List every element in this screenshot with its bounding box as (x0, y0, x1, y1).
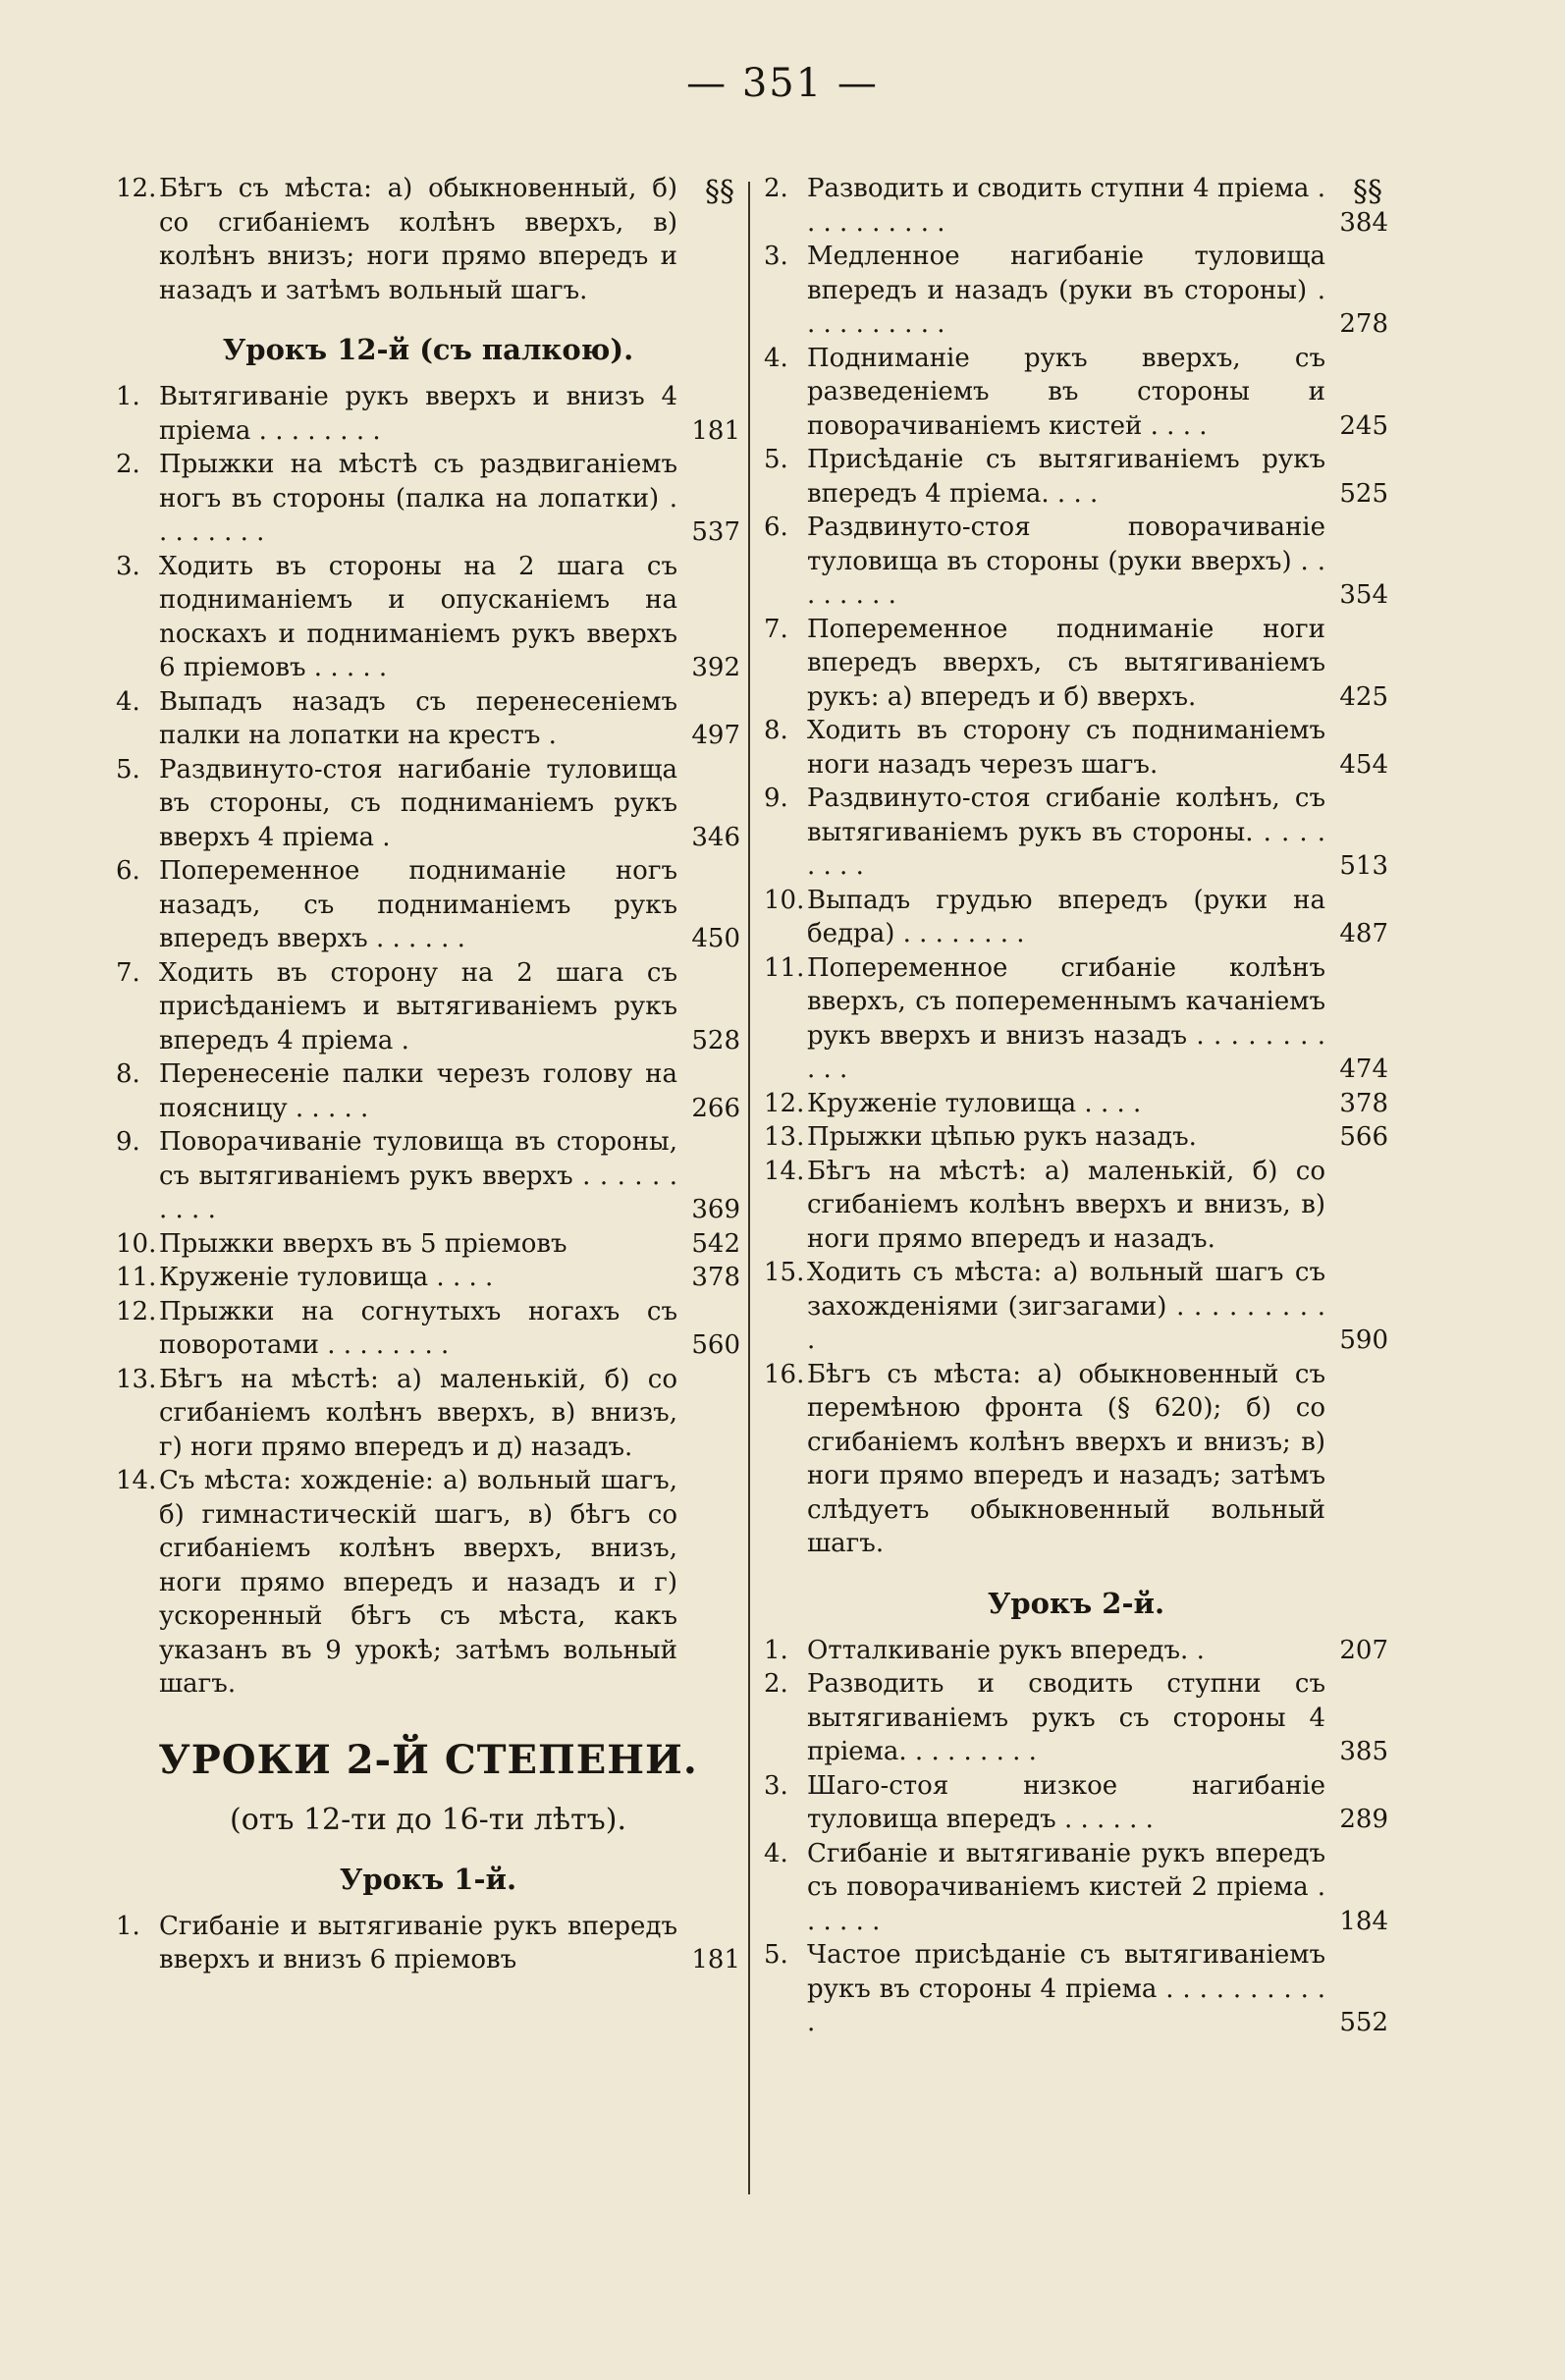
exercise-entry (764, 172, 1388, 240)
exercise-entry (116, 956, 740, 1058)
entry-reference: 450 (691, 924, 740, 953)
entry-number: 13. (116, 1364, 157, 1394)
lesson-12-list (116, 380, 740, 1702)
entry-reference: 378 (1339, 1088, 1388, 1118)
entry-reference: 207 (1339, 1635, 1388, 1665)
entry-text: Ходить въ сторону на 2 шага съ присѣданіемъ и вытягиваніемъ рукъ впередъ 4 пріема . (159, 957, 677, 1055)
entry-text: Частое присѣданіе съ вытягиваніемъ рукъ въ стороны 4 пріема . . . . . . . . . . . (807, 1940, 1325, 2037)
entry-number: 5. (764, 445, 788, 474)
exercise-entry (116, 1295, 740, 1363)
entry-reference: 369 (691, 1195, 740, 1224)
entry-reference: 181 (691, 1945, 740, 1974)
entry-number: 8. (116, 1059, 140, 1089)
exercise-entry (116, 753, 740, 855)
entry-reference: 384 (1339, 207, 1388, 238)
entry-reference: 354 (1339, 580, 1388, 610)
left-column (116, 172, 740, 1977)
exercise-entry (116, 380, 740, 448)
entry-text: Раздвинуто-стоя нагибаніе туловища въ стороны, съ подниманіемъ рукъ вверхъ 4 пріема . (159, 754, 677, 852)
entry-number: 2. (116, 450, 140, 479)
entry-reference: 590 (1339, 1325, 1388, 1355)
lesson-2-list (764, 1634, 1388, 2040)
entry-number: 2. (764, 174, 788, 203)
right-column (764, 172, 1388, 2040)
entry-text: Поворачиваніе туловища въ стороны, съ вытягиваніемъ рукъ вверхъ . . . . . . . . . . (159, 1127, 677, 1224)
entry-reference: 474 (1339, 1055, 1388, 1084)
entry-number: 5. (764, 1940, 788, 1970)
entry-number: 14. (764, 1156, 805, 1186)
entry-text: Прыжки цѣпью рукъ назадъ. (807, 1122, 1197, 1152)
entry-number: 13. (764, 1122, 805, 1152)
entry-text: Ходить въ сторону съ подниманіемъ ноги назадъ черезъ шагъ. (807, 716, 1325, 780)
entry-text: Круженіе туловища . . . . (159, 1263, 494, 1292)
entry-number: 4. (116, 686, 140, 717)
entry-number: 10. (764, 885, 805, 915)
exercise-entry (764, 1769, 1388, 1837)
entry-reference: 385 (1339, 1737, 1388, 1766)
section-mark-right: §§ (1353, 175, 1382, 209)
entry-reference: 346 (691, 822, 740, 852)
exercise-entry (116, 1057, 740, 1125)
entry-number: 11. (764, 952, 805, 983)
entry-text: Прыжки на мѣстѣ съ раздвиганіемъ ногъ въ стороны (палка на лопатки) . . . . . . . . (159, 450, 677, 547)
entry-reference: 528 (691, 1025, 740, 1055)
entry-number: 12. (116, 1296, 157, 1326)
exercise-entry (116, 1125, 740, 1227)
entry-text: Съ мѣста: хожденіе: а) вольный шагъ, б) гимнастическій шагъ, в) бѣгъ со сгибаніемъ колѣнъ вверхъ, внизъ, ноги прямо впередъ и назадъ и г) ускоренный бѣгъ съ мѣста, какъ указанъ въ 9 урокѣ; затѣмъ вольный шагъ. (159, 1466, 677, 1699)
exercise-entry (764, 1938, 1388, 2040)
entry-text: Бѣгъ на мѣстѣ: а) маленькій, б) со сгибаніемъ колѣнъ вверхъ, в) внизъ, г) ноги прямо впередъ и д) назадъ. (159, 1364, 677, 1462)
entry-number: 7. (116, 957, 140, 988)
section-mark-left: §§ (705, 175, 734, 209)
page-number: — 351 — (686, 61, 879, 106)
entry-text: Бѣгъ на мѣстѣ: а) маленькій, б) со сгибаніемъ колѣнъ вверхъ и внизъ, в) ноги прямо впередъ и назадъ. (807, 1156, 1325, 1254)
lesson-heading: Урокъ 1-й. (339, 1862, 517, 1896)
entry-text: Прыжки на согнутыхъ ногахъ съ поворотами . . . . . . . . (159, 1296, 677, 1360)
exercise-entry (116, 1464, 740, 1702)
degree-heading: УРОКИ 2-Й СТЕПЕНИ. (158, 1736, 698, 1783)
exercise-entry (116, 1227, 740, 1262)
entry-number: 10. (116, 1228, 157, 1259)
entry-text: Ходить съ мѣста: а) вольный шагъ съ захожденіями (зигзагами) . . . . . . . . . . (807, 1258, 1325, 1355)
entry-number: 9. (764, 784, 788, 813)
exercise-entry (764, 511, 1388, 613)
entry-reference: 560 (691, 1330, 740, 1360)
exercise-entry (116, 1261, 740, 1295)
exercise-entry (764, 1358, 1388, 1561)
entry-number: 6. (764, 513, 788, 542)
entry-number: 11. (116, 1263, 157, 1292)
exercise-entry (764, 951, 1388, 1087)
entry-number: 2. (764, 1669, 788, 1699)
exercise-entry (764, 1256, 1388, 1358)
exercise-entry (764, 884, 1388, 951)
entry-number: 12. (116, 174, 157, 203)
exercise-entry (764, 782, 1388, 884)
exercise-entry (116, 1910, 740, 1977)
entry-number: 16. (764, 1359, 805, 1389)
entry-text: Шаго-стоя низкое нагибаніе туловища впередъ . . . . . . (807, 1770, 1325, 1834)
entry-text: Ходить въ стороны на 2 шага съ подниманіемъ и опусканіемъ на noскахъ и подниманіемъ рукъ вверхъ 6 пріемовъ . . . . . (159, 551, 677, 682)
entry-text: Подниманіе рукъ вверхъ, съ разведеніемъ въ стороны и поворачиваніемъ кистей . . . . (807, 343, 1325, 441)
entry-number: 1. (116, 1911, 140, 1941)
entry-number: 6. (116, 856, 140, 886)
entry-number: 4. (764, 343, 788, 373)
exercise-entry (116, 448, 740, 550)
lesson-1-list (116, 1910, 740, 1977)
exercise-entry (764, 1634, 1388, 1668)
entry-reference: 454 (1339, 749, 1388, 780)
entry-text: Раздвинуто-стоя сгибаніе колѣнъ, съ вытягиваніемъ рукъ въ стороны. . . . . . . . . (807, 784, 1325, 881)
entry-text: Круженіе туловища . . . . (807, 1088, 1142, 1118)
exercise-entry (116, 172, 740, 307)
entry-reference: 278 (1339, 309, 1388, 339)
entry-text: Вытягиваніе рукъ вверхъ и внизъ 4 пріема . . . . . . . . (159, 382, 677, 446)
exercise-entry (116, 1363, 740, 1465)
exercise-entry (764, 714, 1388, 782)
entry-number: 12. (764, 1088, 805, 1118)
entry-text: Попеременное подниманіе ногъ назадъ, съ подниманіемъ рукъ впередъ вверхъ . . . . . . (159, 856, 677, 953)
exercise-entry (764, 1087, 1388, 1121)
exercise-entry (764, 1120, 1388, 1155)
entry-number: 1. (764, 1635, 788, 1665)
exercise-entry (116, 685, 740, 753)
entry-number: 7. (764, 614, 788, 644)
entry-reference: 289 (1339, 1805, 1388, 1834)
entry-reference: 566 (1339, 1122, 1388, 1152)
entry-reference: 513 (1339, 851, 1388, 881)
entry-reference: 266 (691, 1093, 740, 1123)
entry-number: 3. (764, 1770, 788, 1801)
entry-reference: 487 (1339, 919, 1388, 948)
exercise-entry (116, 550, 740, 685)
exercise-entry (764, 1155, 1388, 1257)
exercise-entry (764, 1667, 1388, 1769)
entry-text: Присѣданіе съ вытягиваніемъ рукъ впередъ 4 пріема. . . . (807, 445, 1325, 509)
entry-number: 1. (116, 382, 140, 411)
entry-text: Попеременное сгибаніе колѣнъ вверхъ, съ попеременнымъ качаніемъ рукъ вверхъ и внизъ назадъ . . . . . . . . . . . (807, 952, 1325, 1084)
entry-text: Отталкиваніе рукъ впередъ. . (807, 1635, 1205, 1665)
entry-text: Прыжки вверхъ въ 5 пріемовъ (159, 1228, 567, 1259)
entry-text: Бѣгъ съ мѣста: а) обыкновенный съ перемѣною фронта (§ 620); б) со сгибаніемъ колѣнъ вверхъ и внизъ; в) ноги прямо впередъ и назадъ; затѣмъ слѣдуетъ обыкновенный вольный шагъ. (807, 1359, 1325, 1558)
exercise-entry (764, 1837, 1388, 1939)
entry-number: 3. (764, 242, 788, 271)
entry-number: 14. (116, 1466, 157, 1495)
entry-reference: 378 (691, 1263, 740, 1292)
entry-reference: 542 (691, 1228, 740, 1259)
entry-reference: 184 (1339, 1906, 1388, 1936)
entry-text: Разводить и сводить ступни 4 пріема . . . . . . . . . . (807, 174, 1325, 238)
exercise-entry (764, 240, 1388, 342)
exercise-entry (116, 854, 740, 956)
entry-reference: 392 (691, 653, 740, 682)
entry-reference: 537 (691, 517, 740, 547)
lesson-1-continued-list (764, 172, 1388, 1561)
entry-number: 9. (116, 1127, 140, 1157)
entry-text: Перенесеніе палки черезъ голову на поясницу . . . . . (159, 1059, 677, 1123)
lesson-heading: Урокъ 2-й. (987, 1586, 1165, 1620)
entry-reference: 552 (1339, 2008, 1388, 2037)
entry-number: 15. (764, 1258, 805, 1287)
entry-text: Сгибаніе и вытягиваніе рукъ впередъ вверхъ и внизъ 6 пріемовъ (159, 1911, 677, 1974)
column-divider (748, 182, 750, 2194)
entry-text: Разводить и сводить ступни съ вытягиваніемъ рукъ съ стороны 4 пріема. . . . . . . . . (807, 1669, 1325, 1766)
exercise-entry (764, 443, 1388, 511)
entry-text: Раздвинуто-стоя поворачиваніе туловища въ стороны (руки вверхъ) . . . . . . . . (807, 513, 1325, 610)
entry-reference: 497 (691, 721, 740, 750)
entry-text: Попеременное подниманіе ноги впередъ вверхъ, съ вытягиваніемъ рукъ: а) впередъ и б) вверхъ. (807, 614, 1325, 712)
entry-reference: 525 (1339, 478, 1388, 509)
exercise-entry (764, 613, 1388, 715)
entry-text: Бѣгъ съ мѣста: а) обыкновенный, б) со сгибаніемъ колѣнъ вверхъ, в) колѣнъ внизъ; ноги прямо впередъ и назадъ и затѣмъ вольный шагъ. (159, 174, 677, 305)
entry-number: 8. (764, 716, 788, 745)
entry-number: 3. (116, 551, 140, 581)
entry-reference: 181 (691, 415, 740, 446)
entry-text: Медленное нагибаніе туловища впередъ и назадъ (руки въ стороны) . . . . . . . . . . (807, 242, 1325, 339)
entry-text: Выпадъ грудью впередъ (руки на бедра) . . . . . . . . (807, 885, 1325, 948)
exercise-entry (764, 342, 1388, 444)
entry-number: 4. (764, 1838, 788, 1868)
entry-text: Сгибаніе и вытягиваніе рукъ впередъ съ поворачиваніемъ кистей 2 пріема . . . . . . (807, 1838, 1325, 1936)
entry-number: 5. (116, 754, 140, 784)
lesson-heading: Урокъ 12-й (съ палкою). (222, 333, 634, 366)
entry-reference: 425 (1339, 681, 1388, 712)
entry-reference: 245 (1339, 410, 1388, 441)
entry-text: Выпадъ назадъ съ перенесеніемъ палки на лопатки на крестъ . (159, 686, 677, 750)
age-range: (отъ 12-ти до 16-ти лѣтъ). (229, 1802, 626, 1837)
